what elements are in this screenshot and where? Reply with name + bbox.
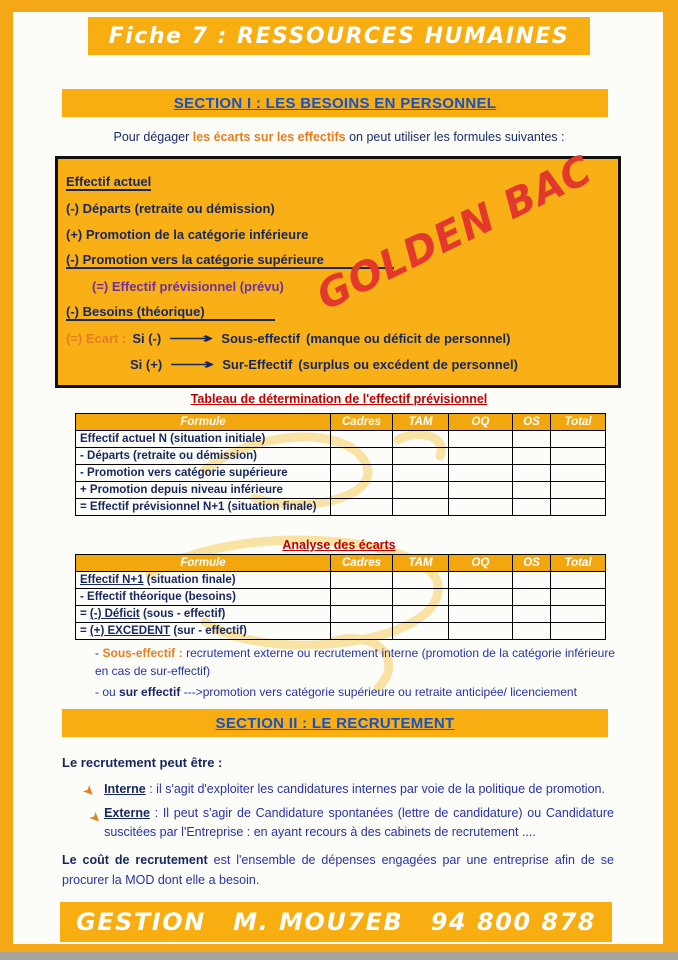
column-header: Formule [76,414,331,431]
table-row [76,465,606,482]
cout-recrutement-paragraph [62,850,614,890]
bullet-text [104,780,614,801]
formula-text: (-) Promotion vers la catégorie supérieure [66,252,394,269]
table-cell-empty [393,482,449,499]
table-cell-empty [331,589,393,606]
table-cell-empty [393,589,449,606]
table-cell-empty [513,448,551,465]
row-label-pre: = [80,625,90,637]
table-cell-empty [551,482,606,499]
table-cell-empty [551,448,606,465]
column-header: OS [513,555,551,572]
right-arrow-icon: ⟶ [170,355,215,372]
table-cell-empty [393,431,449,448]
table-cell-empty [513,606,551,623]
table-cell-empty [551,465,606,482]
row-label-pre: = [80,608,90,620]
table-cell-empty [331,431,393,448]
footer-teacher: M. MOU7EB [233,908,404,936]
bullet-term: Externe [104,806,150,820]
si-minus: Si (-) [132,330,162,346]
table-header-row [76,414,606,431]
table-cell-empty [551,499,606,516]
cost-text: est l'ensemble de dépenses engagées par une entreprise afin de se procurer la MOD dont elle a besoin. [62,853,614,887]
sous-effectif-rest: (manque ou déficit de personnel) [306,330,511,346]
table-row [76,623,606,640]
table-cell-empty [551,623,606,640]
formula-line-promotion-inf [66,221,610,247]
formula-text: (+) Promotion de la catégorie inférieure [66,226,309,242]
footer-banner [60,902,612,942]
intro-highlight: les écarts sur les effectifs [192,130,346,144]
determination-table [75,413,606,516]
note-term: Sous-effectif [102,646,176,660]
si-plus: Si (+) [130,356,163,372]
footer-subject: GESTION [76,908,206,936]
intro-suffix: on peut utiliser les formules suivantes : [345,130,565,144]
note-dash: - [95,646,103,660]
column-header: Total [551,555,606,572]
table-cell-empty [449,448,513,465]
table-cell-empty [513,589,551,606]
section1-banner [62,89,608,117]
row-label: Effectif actuel N (situation initiale) [76,431,331,448]
table-cell-empty [449,606,513,623]
ecarts-table [75,554,606,640]
note-sur-effectif [95,683,615,701]
table-cell-empty [449,431,513,448]
formula-text: (=) Effectif prévisionnel (prévu) [92,278,284,294]
frame-right [663,0,678,952]
column-header: OS [513,414,551,431]
row-label-post: (sous - effectif) [139,608,226,620]
table-cell-empty [449,572,513,589]
row-label: - Promotion vers catégorie supérieure [76,465,331,482]
intro-prefix: Pour dégager [113,130,193,144]
bullet-body: : Il peut s'agir de Candidature spontanées (lettre de candidature) ou Candidature suscitées par l'Entreprise : en ayant recours à des cabinets de recrutement .... [104,806,614,840]
table-cell-empty [449,465,513,482]
title-banner [88,17,590,55]
table-cell-empty [513,431,551,448]
frame-left [0,0,13,952]
golden-bac-watermark: GOLDEN BAC [309,146,600,320]
column-header: TAM [393,555,449,572]
table-cell-empty [513,482,551,499]
intro-line [0,130,678,144]
table-row [76,572,606,589]
row-label: - Départs (retraite ou démission) [76,448,331,465]
table-row [76,499,606,516]
table-cell-empty [331,482,393,499]
section2-title: SECTION II : LE RECRUTEMENT [215,714,455,732]
table2-title: Analyse des écarts [282,538,396,552]
row-label-post: Effectif théorique (besoins) [87,591,236,603]
row-label [76,572,331,589]
table-cell-empty [331,623,393,640]
sous-effectif-term: Sous-effectif [221,330,301,346]
frame-bottom [0,944,678,952]
table-row [76,606,606,623]
row-label [76,606,331,623]
frame-top [0,0,678,12]
bullet-body: : il s'agit d'exploiter les candidatures internes par voie de la politique de promotion. [145,782,605,796]
row-label [76,589,331,606]
column-header: OQ [449,414,513,431]
note-text: --->promotion vers catégorie supérieure ou retraite anticipée/ licenciement [180,685,577,699]
sur-effectif-rest: (surplus ou excédent de personnel) [298,356,518,372]
table-cell-empty [393,465,449,482]
column-header: Cadres [331,555,393,572]
bullet-text [104,804,614,843]
note-text: recrutement externe ou recrutement interne (promotion de la catégorie inférieure en cas de sur-effectif) [95,646,615,678]
recrutement-lead: Le recrutement peut être : [62,755,223,770]
bullet-arrow-icon: ➤ [80,782,98,800]
table-cell-empty [551,431,606,448]
table-cell-empty [393,572,449,589]
table-cell-empty [513,499,551,516]
section2-banner [62,709,608,737]
note-term: sur effectif [119,685,181,699]
table1-title: Tableau de détermination de l'effectif prévisionnel [190,392,488,406]
table-cell-empty [513,623,551,640]
row-label-underlined: (-) Déficit [89,608,140,620]
table-cell-empty [551,572,606,589]
column-header: Formule [76,555,331,572]
document-title: Fiche 7 : RESSOURCES HUMAINES [108,23,570,49]
table-row [76,448,606,465]
table-cell-empty [393,623,449,640]
table-cell-empty [449,623,513,640]
formula-line-ecart-moins [66,325,610,351]
table-cell-empty [393,448,449,465]
table-cell-empty [331,606,393,623]
note-pre: - ou [95,685,120,699]
sur-effectif-term: Sur-Effectif [222,356,293,372]
formula-text: (-) Besoins (théorique) [66,304,275,321]
column-header: Total [551,414,606,431]
row-label-post: (sur - effectif) [170,625,247,637]
row-label-underlined: Effectif N+1 [80,574,144,586]
section1-title: SECTION I : LES BESOINS EN PERSONNEL [173,94,497,112]
bullet-arrow-icon: ➤ [87,809,105,827]
formula-text: Effectif actuel [66,173,152,189]
table-cell-empty [449,482,513,499]
footer-phone: 94 800 878 [430,908,596,936]
right-arrow-icon: ⟶ [169,329,214,346]
row-label-pre: - [80,591,88,603]
table-row [76,431,606,448]
bullet-interne [80,780,614,801]
cost-term: Le coût de recrutement [62,853,208,867]
table-cell-empty [331,572,393,589]
table-cell-empty [513,465,551,482]
column-header: OQ [449,555,513,572]
formula-line-ecart-plus [66,351,610,377]
row-label: = Effectif prévisionnel N+1 (situation finale) [76,499,331,516]
row-label: + Promotion depuis niveau inférieure [76,482,331,499]
ecart-label: (=) Ecart : [66,330,127,346]
bullet-externe [84,804,614,843]
table-header-row [76,555,606,572]
table-cell-empty [331,448,393,465]
row-label-post: (situation finale) [143,574,236,586]
table-cell-empty [393,499,449,516]
formula-text: (-) Départs (retraite ou démission) [66,200,275,216]
table-row [76,589,606,606]
table-cell-empty [513,572,551,589]
table-cell-empty [393,606,449,623]
bullet-term: Interne [104,782,146,796]
row-label [76,623,331,640]
note-sep: : [175,646,187,660]
column-header: TAM [393,414,449,431]
table-cell-empty [551,589,606,606]
column-header: Cadres [331,414,393,431]
table-cell-empty [551,606,606,623]
table-row [76,482,606,499]
table-cell-empty [331,499,393,516]
table-cell-empty [449,589,513,606]
row-label-underlined: (+) EXCEDENT [89,625,171,637]
table-cell-empty [331,465,393,482]
note-sous-effectif [95,644,615,680]
table-cell-empty [449,499,513,516]
